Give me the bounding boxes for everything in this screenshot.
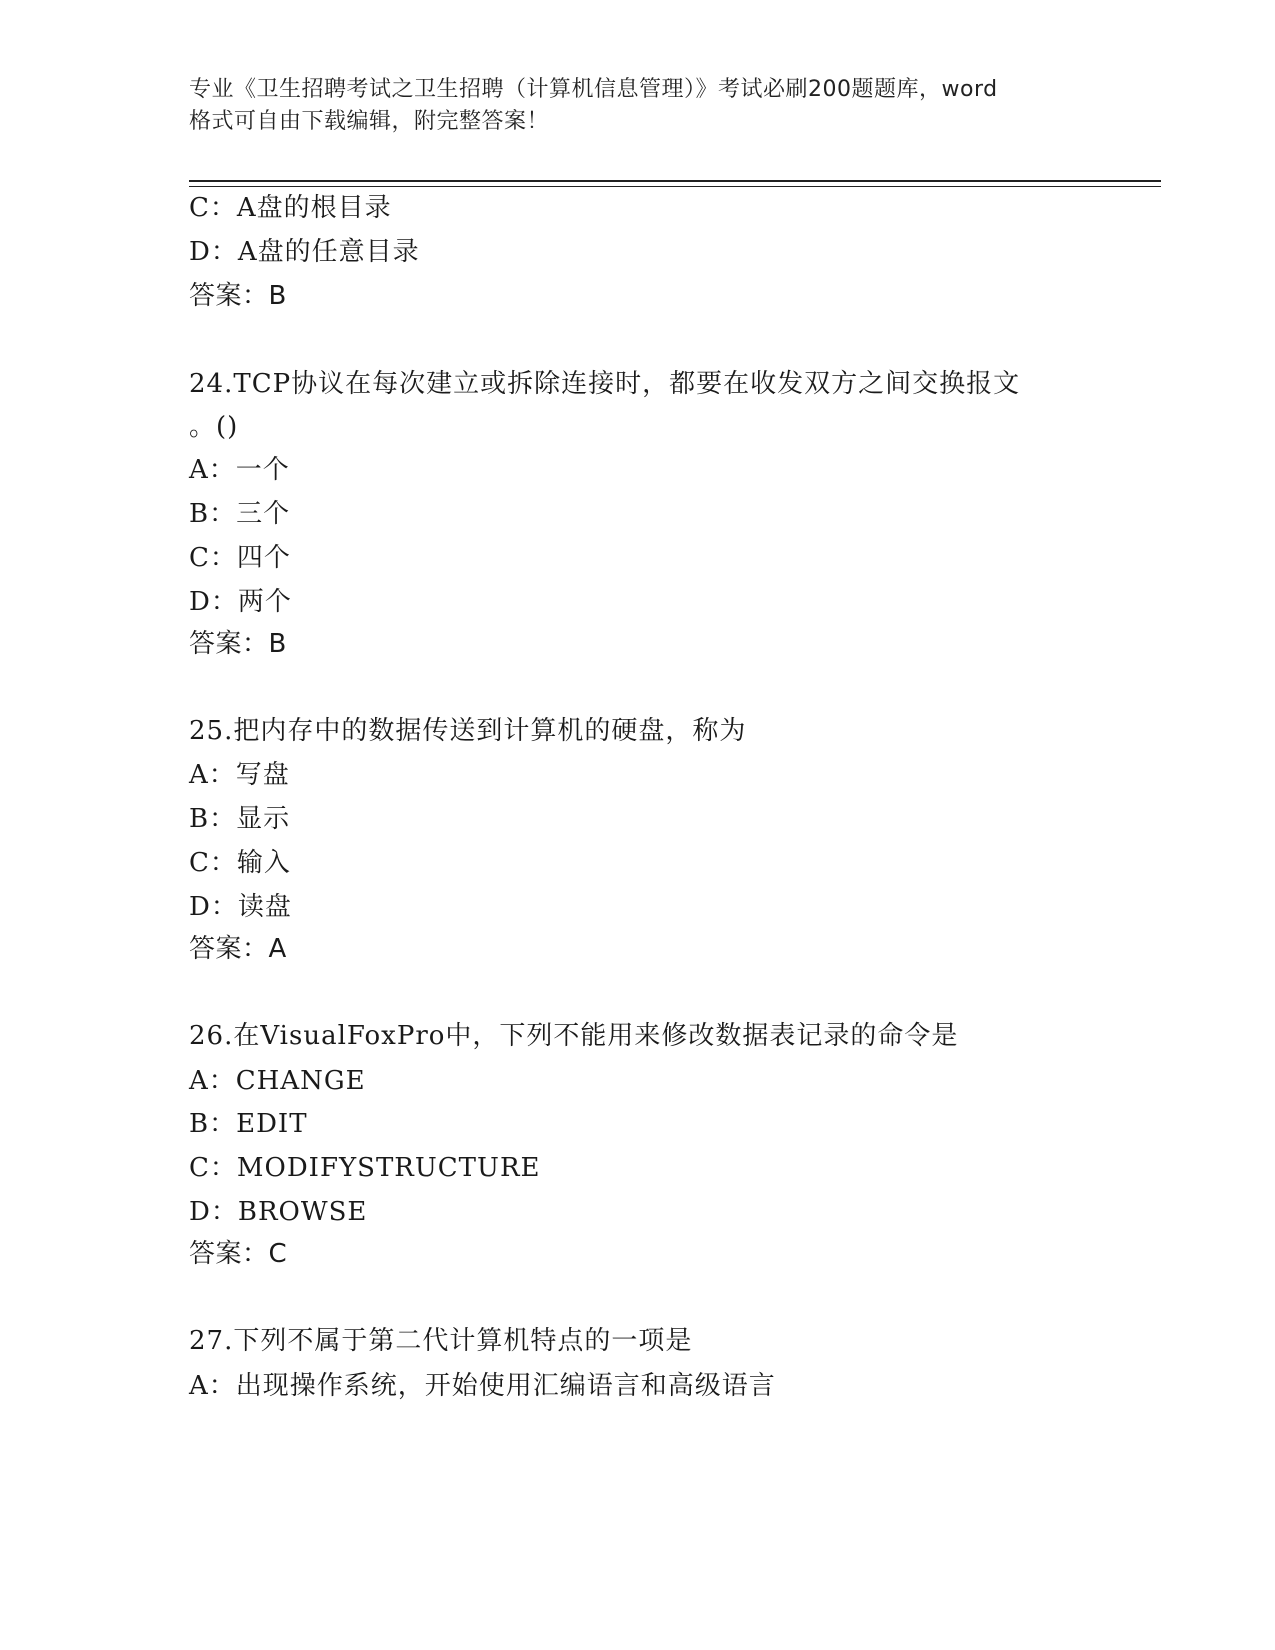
header-title-line-1: 专业《卫生招聘考试之卫生招聘（计算机信息管理）》考试必刷200题题库，word <box>189 77 998 102</box>
q24-option-c: C：四个 <box>189 543 291 573</box>
q25-option-b: B：显示 <box>189 804 291 834</box>
q25-option-a: A：写盘 <box>189 760 290 790</box>
q25-option-d: D：读盘 <box>189 892 292 922</box>
answer-26: 答案：C <box>189 1239 288 1269</box>
answer-23: 答案：B <box>189 281 287 311</box>
document-header <box>189 74 1089 138</box>
q26-option-b: B：EDIT <box>189 1109 308 1139</box>
q24-option-b: B：三个 <box>189 499 291 529</box>
question-24: 24.TCP协议在每次建立或拆除连接时，都要在收发双方之间交换报文 <box>189 369 1021 399</box>
q26-option-a: A：CHANGE <box>189 1066 366 1096</box>
q24-option-a: A：一个 <box>189 455 290 485</box>
q27-option-a: A：出现操作系统，开始使用汇编语言和高级语言 <box>189 1371 776 1401</box>
question-27: 27.下列不属于第二代计算机特点的一项是 <box>189 1326 693 1356</box>
question-25: 25.把内存中的数据传送到计算机的硬盘，称为 <box>189 716 747 746</box>
header-divider-bottom <box>189 186 1161 187</box>
question-26: 26.在VisualFoxPro中，下列不能用来修改数据表记录的命令是 <box>189 1021 959 1051</box>
header-title-line-2: 格式可自由下载编辑，附完整答案！ <box>189 109 550 134</box>
q24-option-d: D：两个 <box>189 587 292 617</box>
question-24-continued: 。() <box>189 412 239 442</box>
option-d-prev: D：A盘的任意目录 <box>189 237 420 267</box>
q26-option-d: D：BROWSE <box>189 1197 368 1227</box>
answer-24: 答案：B <box>189 629 287 659</box>
q26-option-c: C：MODIFYSTRUCTURE <box>189 1153 541 1183</box>
header-divider-top <box>189 180 1161 182</box>
option-c-prev: C：A盘的根目录 <box>189 193 392 223</box>
answer-25: 答案：A <box>189 934 287 964</box>
q25-option-c: C：输入 <box>189 848 291 878</box>
